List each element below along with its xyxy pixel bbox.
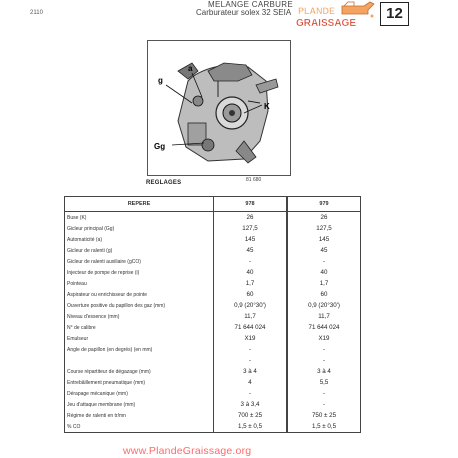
figure-label-gg: Gg (154, 142, 166, 151)
value-978: 11,7 (214, 311, 287, 322)
value-978: - (214, 344, 287, 355)
value-979: - (288, 344, 361, 355)
table-row (65, 366, 361, 377)
table-row (65, 267, 361, 278)
figure-label-g: g (158, 76, 163, 85)
row-label: Course répartiteur de dégazage (mm) (65, 366, 214, 377)
row-label: Niveau d'essence (mm) (65, 311, 214, 322)
value-979: - (288, 256, 361, 267)
row-label: Entrebâillement pneumatique (mm) (65, 377, 214, 388)
value-979: 40 (288, 267, 361, 278)
value-978: X19 (214, 333, 287, 344)
header-title: MELANGE CARBURE (208, 0, 293, 9)
value-979: 3 à 4 (288, 366, 361, 377)
table-row (65, 421, 361, 433)
row-label: Aspirateur ou enrichisseur de pointe (65, 289, 214, 300)
header-subtitle: Carburateur solex 32 SEIA (196, 8, 292, 17)
table-row (65, 311, 361, 322)
table-row (65, 234, 361, 245)
table-row (65, 245, 361, 256)
chapter-number: 12 (380, 2, 409, 26)
row-label: Ouverture positive du papillon des gaz (mm) (65, 300, 214, 311)
row-label: Gicleur principal (Gg) (65, 223, 214, 234)
page-reference: 2110 (30, 10, 43, 16)
table-body (65, 212, 361, 433)
value-978: 3 à 3,4 (214, 399, 287, 410)
value-979: 1,5 ± 0,5 (288, 421, 361, 433)
table-row (65, 344, 361, 355)
table-row (65, 377, 361, 388)
table-row (65, 322, 361, 333)
watermark-logo (284, 0, 377, 32)
footer-url: www.PlandeGraissage.org (123, 445, 252, 457)
value-979: 127,5 (288, 223, 361, 234)
row-label: Injecteur de pompe de reprise (i) (65, 267, 214, 278)
value-978: 700 ± 25 (214, 410, 287, 421)
value-978: 45 (214, 245, 287, 256)
logo-word-2: GRAISSAGE (296, 18, 357, 29)
value-979: - (288, 399, 361, 410)
table-row (65, 410, 361, 421)
value-978: 4 (214, 377, 287, 388)
table-row (65, 388, 361, 399)
column-header-978: 978 (214, 197, 287, 212)
row-label: Buse (K) (65, 212, 214, 224)
value-978: 1,7 (214, 278, 287, 289)
row-label: % CO (65, 421, 214, 433)
value-978: 0,9 (20°30') (214, 300, 287, 311)
row-label: Jeu d'attaque membrane (mm) (65, 399, 214, 410)
section-title: REGLAGES (146, 180, 182, 186)
value-979: 1,7 (288, 278, 361, 289)
table-row (65, 355, 361, 366)
table-header-row (65, 197, 361, 212)
row-label: Gicleur de ralenti auxiliaire (gCO) (65, 256, 214, 267)
value-979: 45 (288, 245, 361, 256)
oil-can-icon (342, 2, 374, 14)
value-978: 3 à 4 (214, 366, 287, 377)
value-978: - (214, 355, 287, 366)
figure-label-k: K (264, 102, 270, 111)
value-978: 1,5 ± 0,5 (214, 421, 287, 433)
row-label (65, 355, 214, 366)
row-label: Régime de ralenti en tr/mn (65, 410, 214, 421)
table-row (65, 212, 361, 224)
table-row (65, 289, 361, 300)
row-label: Emulseur (65, 333, 214, 344)
column-header-repere: REPERE (65, 197, 214, 212)
table-row (65, 399, 361, 410)
settings-table (64, 196, 361, 433)
column-header-979: 979 (288, 197, 361, 212)
row-label: Dérapage mécanique (mm) (65, 388, 214, 399)
row-label: Automaticité (a) (65, 234, 214, 245)
value-979: 0,9 (20°30') (288, 300, 361, 311)
value-978: 71 644 024 (214, 322, 287, 333)
figure-label-a: a (188, 64, 193, 73)
carburetor-photo (147, 40, 291, 176)
value-979: 750 ± 25 (288, 410, 361, 421)
value-979: 11,7 (288, 311, 361, 322)
row-label: Gicleur de ralenti (g) (65, 245, 214, 256)
value-979: 5,5 (288, 377, 361, 388)
row-label: Pointeau (65, 278, 214, 289)
value-978: 127,5 (214, 223, 287, 234)
value-978: 145 (214, 234, 287, 245)
table-row (65, 300, 361, 311)
value-979: - (288, 388, 361, 399)
table-row (65, 278, 361, 289)
value-979: 145 (288, 234, 361, 245)
figure-code: 81 680 (246, 177, 262, 183)
table-row (65, 256, 361, 267)
logo-word-1: PLANDE (298, 6, 336, 16)
value-978: - (214, 388, 287, 399)
value-978: 26 (214, 212, 287, 224)
row-label: N° de calibre (65, 322, 214, 333)
value-978: 60 (214, 289, 287, 300)
value-979: 71 644 024 (288, 322, 361, 333)
value-979: X19 (288, 333, 361, 344)
value-978: - (214, 256, 287, 267)
value-979: 26 (288, 212, 361, 224)
row-label: Angle de papillon (en degrés) (en mm) (65, 344, 214, 355)
value-978: 40 (214, 267, 287, 278)
table-row (65, 223, 361, 234)
value-979: 60 (288, 289, 361, 300)
table-row (65, 333, 361, 344)
value-979: - (288, 355, 361, 366)
